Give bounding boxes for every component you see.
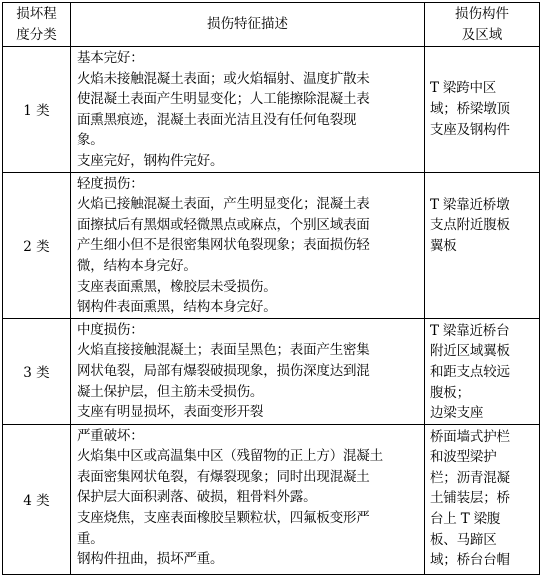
region-line: 腹板； xyxy=(430,384,470,401)
damage-classification-table xyxy=(2,2,540,575)
header-region xyxy=(425,3,540,47)
description-line: 火焰已接触混凝土表面，产生明显变化；混凝土表 xyxy=(77,196,370,213)
description-line: 支座完好，钢构件完好。 xyxy=(77,152,224,169)
table-row xyxy=(3,424,540,574)
description-line: 使混凝土表面产生明显变化；人工能擦除混凝土表 xyxy=(77,91,370,108)
header-grade-line-2: 度分类 xyxy=(16,26,57,43)
description-cell xyxy=(71,424,425,574)
description-line: 钢构件扭曲，损坏严重。 xyxy=(77,551,224,568)
region-line: 附近区域翼板 xyxy=(430,343,510,360)
damage-title: 基本完好： xyxy=(77,50,144,66)
region-cell xyxy=(425,172,540,318)
description-line: 保护层大面积剥落、破损，粗骨料外露。 xyxy=(77,489,317,506)
header-grade xyxy=(3,3,71,47)
description-line: 火焰未接触混凝土表面；或火焰辐射、温度扩散未 xyxy=(77,70,370,87)
description-cell xyxy=(71,172,425,318)
header-description-text: 损伤特征描述 xyxy=(207,16,288,32)
header-region-line-1: 损伤构件 xyxy=(455,5,509,22)
table-row xyxy=(3,47,540,173)
region-line: 支点附近腹板 xyxy=(430,217,510,234)
region-line: 支座及钢构件 xyxy=(430,121,510,138)
description-line: 网状龟裂，局部有爆裂破损现象，损伤深度达到混 xyxy=(77,362,370,379)
description-line: 面熏黑痕迹，混凝土表面光洁且没有任何龟裂现 xyxy=(77,111,357,128)
description-line: 重。 xyxy=(77,530,104,547)
grade-cell: 1 类 xyxy=(3,47,71,173)
description-line: 火焰直接接触混凝土；表面呈黑色；表面产生密集 xyxy=(77,342,370,359)
damage-title: 轻度损伤： xyxy=(77,175,144,192)
region-line: 板、马蹄区 xyxy=(430,531,497,548)
damage-title: 严重破坏： xyxy=(77,427,144,444)
damage-title: 中度损伤： xyxy=(77,321,144,338)
description-line: 象。 xyxy=(77,132,104,149)
region-line: 域；桥梁墩顶 xyxy=(430,100,510,117)
grade-cell: 4 类 xyxy=(3,424,71,574)
region-line: T 梁跨中区 xyxy=(430,80,497,97)
header-grade-line-1: 损坏程 xyxy=(16,5,57,22)
description-cell xyxy=(71,47,425,173)
header-description xyxy=(71,3,425,47)
description-line: 产生细小但不是很密集网状龟裂现象；表面损伤轻 xyxy=(77,237,370,254)
region-line: 和距支点较远 xyxy=(430,363,510,380)
description-line: 支座有明显损坏，表面变形开裂 xyxy=(77,404,264,421)
region-cell xyxy=(425,318,540,424)
region-line: 域；桥台台帽 xyxy=(430,552,510,569)
table-row xyxy=(3,318,540,424)
region-line: 栏；沥青混凝 xyxy=(430,469,510,486)
description-line: 支座表面熏黑，橡胶层未受损伤。 xyxy=(77,278,277,295)
region-line: T 梁靠近桥台 xyxy=(430,322,510,339)
description-cell xyxy=(71,318,425,424)
region-line: T 梁靠近桥墩 xyxy=(430,196,510,213)
table-row xyxy=(3,172,540,318)
description-line: 火焰集中区或高温集中区（残留物的正上方）混凝土 xyxy=(77,448,383,465)
region-line: 桥面墙式护栏 xyxy=(430,428,510,445)
grade-cell: 3 类 xyxy=(3,318,71,424)
region-line: 边梁支座 xyxy=(430,405,484,422)
description-line: 面擦拭后有黑烟或轻微黑点或麻点，个别区域表面 xyxy=(77,216,370,233)
region-line: 土铺装层；桥 xyxy=(430,490,510,507)
grade-cell: 2 类 xyxy=(3,172,71,318)
header-region-line-2: 及区域 xyxy=(461,26,503,43)
region-line: 翼板 xyxy=(430,237,457,254)
description-line: 表面密集网状龟裂，有爆裂现象；同时出现混凝土 xyxy=(77,468,370,485)
region-line: 台上 T 梁腹 xyxy=(430,511,501,528)
description-line: 微，结构本身完好。 xyxy=(77,257,197,274)
description-line: 支座烧焦，支座表面橡胶呈颗粒状，四氟板变形严 xyxy=(77,510,370,527)
region-line: 和波型梁护 xyxy=(430,449,497,466)
region-cell xyxy=(425,424,540,574)
description-line: 凝土保护层，但主筋未受损伤。 xyxy=(77,383,264,400)
description-line: 钢构件表面熏黑，结构本身完好。 xyxy=(77,299,277,316)
region-cell xyxy=(425,47,540,173)
header-row xyxy=(3,3,540,47)
